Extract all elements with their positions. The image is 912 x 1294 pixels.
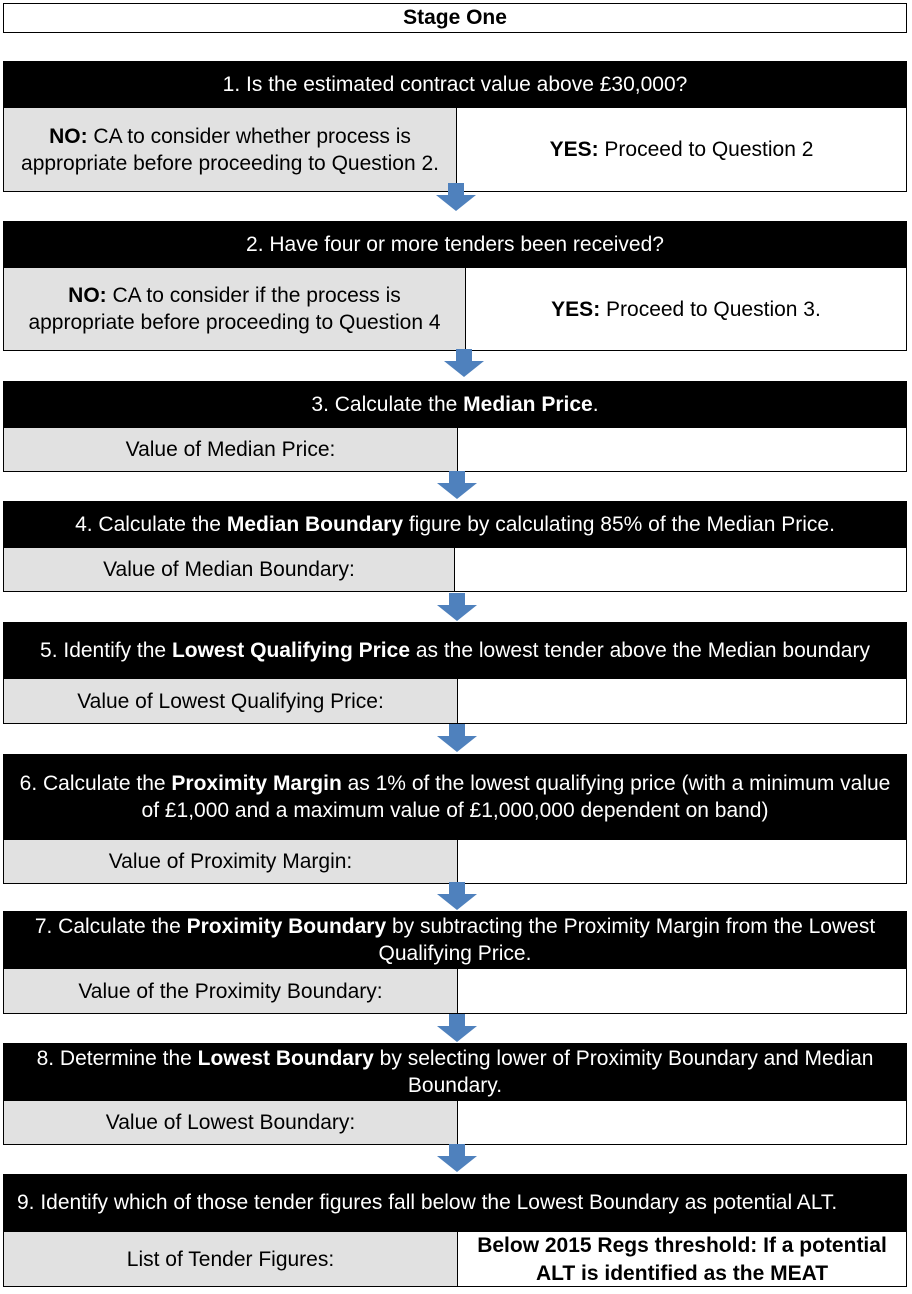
flow-arrow-3	[437, 471, 477, 499]
q1-header: 1. Is the estimated contract value above £30,000?	[3, 61, 907, 107]
q8-label-cell: Value of Lowest Boundary:	[3, 1100, 458, 1145]
q8-header	[3, 1043, 907, 1100]
q3-label-cell: Value of Median Price:	[3, 427, 458, 472]
q6-header-text: 6. Calculate the Proximity Margin as 1% of the lowest qualifying price (with a minimum value of £1,000 and a maximum value of £1,000,000 dependent on band)	[19, 771, 891, 822]
q3-header	[3, 381, 907, 427]
q9-right-cell: Below 2015 Regs threshold: If a potential ALT is identified as the MEAT	[457, 1231, 907, 1287]
q5-header-text: 5. Identify the Lowest Qualifying Price as the lowest tender above the Median boundary	[40, 638, 870, 662]
q2-no-cell	[3, 267, 466, 351]
flow-arrow-6	[437, 882, 477, 910]
flow-arrow-7	[437, 1014, 477, 1042]
q7-value-cell	[457, 968, 907, 1014]
q9-header: 9. Identify which of those tender figures fall below the Lowest Boundary as potential ALT.	[3, 1174, 907, 1231]
q8-header-text: 8. Determine the Lowest Boundary by selecting lower of Proximity Boundary and Median Boundary.	[36, 1046, 874, 1097]
q9-label-cell: List of Tender Figures:	[3, 1231, 458, 1287]
flow-arrow-4	[437, 593, 477, 621]
q7-header-text: 7. Calculate the Proximity Boundary by subtracting the Proximity Margin from the Lowest Qualifying Price.	[34, 914, 876, 965]
q3-value-cell	[457, 427, 907, 472]
q7-header	[3, 911, 907, 968]
q1-yes-cell	[456, 107, 907, 192]
q6-header	[3, 754, 907, 839]
q2-yes-cell	[465, 267, 907, 351]
q2-yes-text: YES: Proceed to Question 3.	[551, 297, 821, 321]
q5-value-cell	[457, 678, 907, 724]
flow-arrow-2	[444, 349, 484, 377]
q4-header	[3, 501, 907, 547]
q5-header	[3, 622, 907, 678]
stage-title: Stage One	[3, 3, 907, 33]
q4-value-cell	[454, 547, 907, 592]
q1-no-text: NO: CA to consider whether process is appropriate before proceeding to Question 2.	[21, 124, 439, 175]
q1-yes-text: YES: Proceed to Question 2	[549, 138, 814, 161]
q5-label-cell: Value of Lowest Qualifying Price:	[3, 678, 458, 724]
flow-arrow-1	[436, 183, 476, 211]
flow-arrow-5	[437, 724, 477, 752]
q6-value-cell	[457, 839, 907, 884]
q3-header-text: 3. Calculate the Median Price.	[311, 392, 599, 416]
q6-label-cell: Value of Proximity Margin:	[3, 839, 458, 884]
q2-header: 2. Have four or more tenders been received?	[3, 221, 907, 267]
q7-label-cell: Value of the Proximity Boundary:	[3, 968, 458, 1014]
q4-header-text: 4. Calculate the Median Boundary figure by calculating 85% of the Median Price.	[75, 512, 835, 536]
q2-no-text: NO: CA to consider if the process is appropriate before proceeding to Question 4	[28, 284, 441, 334]
q1-no-cell	[3, 107, 457, 192]
flow-arrow-8	[437, 1144, 477, 1172]
q4-label-cell: Value of Median Boundary:	[3, 547, 455, 592]
q8-value-cell	[457, 1100, 907, 1145]
